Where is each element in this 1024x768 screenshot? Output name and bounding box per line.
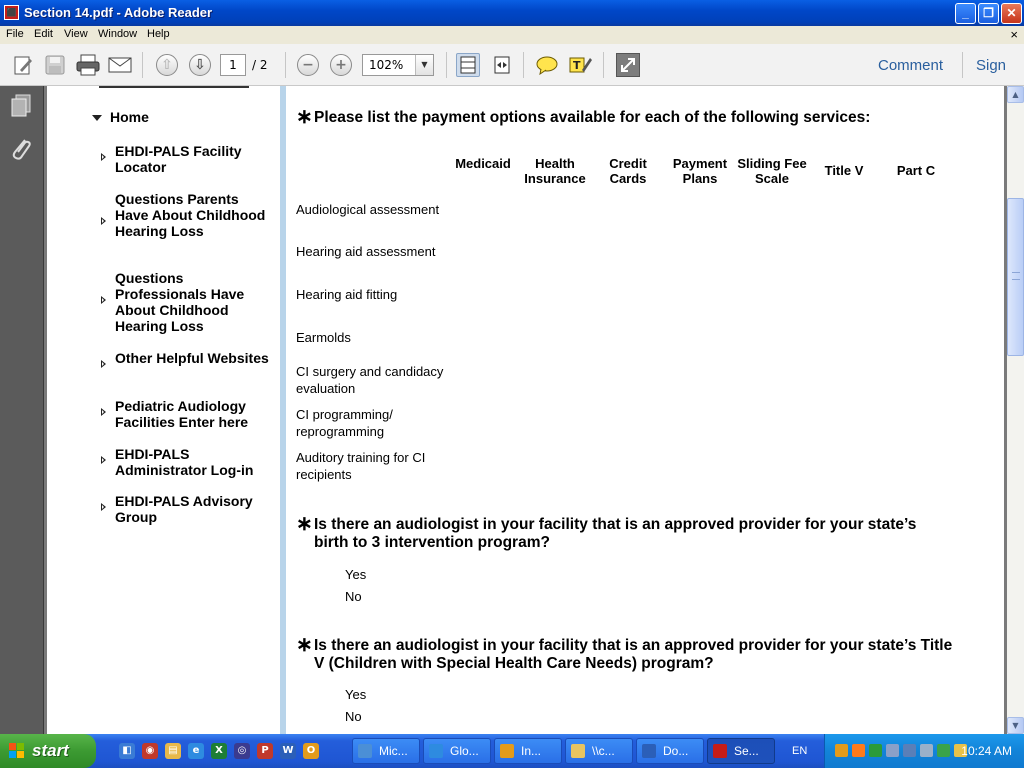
site-navigation (47, 86, 280, 734)
service-row-label: CI programming/ reprogramming (296, 407, 393, 439)
service-row-label: Hearing aid fitting (296, 287, 398, 302)
triangle-down-icon (92, 115, 102, 121)
document-viewer[interactable] (45, 86, 1007, 734)
previous-page-button[interactable]: ⇧ (155, 53, 179, 77)
zoom-select[interactable] (362, 54, 434, 76)
fit-width-icon[interactable] (490, 53, 514, 77)
attachments-icon[interactable] (9, 136, 33, 166)
triangle-right-icon (101, 153, 106, 161)
nav-item-questions-parents[interactable]: Questions Parents Have About Childhood Hearing Loss (115, 191, 275, 239)
cropped-link-underline (99, 86, 249, 88)
create-pdf-icon[interactable] (11, 53, 35, 77)
column-header-credit-cards: Credit Cards (609, 156, 647, 186)
taskbar-button-in[interactable]: In... (494, 738, 562, 764)
window-title: Section 14.pdf - Adobe Reader (24, 5, 213, 20)
nav-item-administrator-login[interactable]: EHDI-PALS Administrator Log-in (115, 446, 275, 478)
svg-text:T: T (573, 59, 581, 72)
triangle-right-icon (101, 456, 106, 464)
internet-explorer-icon (429, 744, 443, 758)
windows-flag-icon (9, 743, 25, 759)
nav-item-advisory-group[interactable]: EHDI-PALS Advisory Group (115, 493, 275, 525)
menu-edit[interactable]: Edit (34, 28, 53, 40)
nav-item-questions-professionals[interactable]: Questions Professionals Have About Childhood Hearing Loss (115, 270, 275, 334)
word-icon[interactable]: W (280, 743, 296, 759)
next-page-button[interactable]: ⇩ (188, 53, 212, 77)
outlook-icon (500, 744, 514, 758)
excel-icon[interactable]: X (211, 743, 227, 759)
taskbar-button-adobe-reader[interactable]: Se... (707, 738, 775, 764)
pdf-app-icon (713, 744, 727, 758)
tray-outlook-icon[interactable] (835, 744, 848, 757)
comment-pane-button[interactable]: Comment (878, 57, 944, 74)
outlook-icon[interactable]: O (303, 743, 319, 759)
tray-network-icon[interactable] (869, 744, 882, 757)
option-no[interactable]: No (345, 589, 362, 604)
internet-explorer-icon[interactable]: e (188, 743, 204, 759)
menu-bar (0, 26, 1024, 44)
triangle-right-icon (101, 503, 106, 511)
taskbar (0, 734, 1024, 768)
nav-item-pediatric-audiology[interactable]: Pediatric Audiology Facilities Enter here (115, 398, 275, 430)
quicklaunch-app-icon[interactable]: ◉ (142, 743, 158, 759)
vertical-scrollbar[interactable] (1007, 86, 1024, 734)
option-yes[interactable]: Yes (345, 567, 367, 582)
close-document-button[interactable]: × (1010, 27, 1018, 42)
service-row-label: CI surgery and candidacy evaluation (296, 364, 444, 396)
minimize-button[interactable]: _ (955, 3, 976, 24)
tray-app-icon[interactable] (886, 744, 899, 757)
column-header-medicaid: Medicaid (455, 156, 511, 171)
column-header-payment-plans: Payment Plans (672, 156, 728, 186)
folder-icon (571, 744, 585, 758)
page-thumbnails-icon[interactable] (8, 92, 34, 122)
triangle-right-icon (101, 360, 106, 368)
print-icon[interactable] (76, 53, 100, 77)
menu-file[interactable]: File (6, 28, 24, 40)
service-row-label: Earmolds (296, 330, 351, 345)
system-tray (824, 734, 1024, 768)
required-asterisk-icon: ∗ (296, 634, 313, 656)
form-content: ∗ Please list the payment options available for each of the following services: Medicaid Health Insurance Credit Cards Payment Plans Sliding Fee Scale Title V Part C Audiological assessment Hearing aid assessment Hearing aid fitting Earmolds CI surgery and candidacy evaluation CI programming/ reprogramming Auditory training for CI recipients ∗ Is there an audiologist in your facility that is an approved provider for your state’s birth to 3 intervention program? Yes No ∗ Is there an audiologist in your facility that is an approved provider for your state’s Title V (Children with Special Health Care Needs) program? Yes No (296, 106, 953, 724)
show-desktop-icon[interactable]: ◧ (119, 743, 135, 759)
page-number-input[interactable]: 1 (220, 54, 246, 76)
email-icon[interactable] (108, 53, 132, 77)
option-no[interactable]: No (345, 709, 362, 724)
clock[interactable]: 10:24 AM (961, 744, 1012, 758)
quicklaunch-app-icon[interactable]: ◎ (234, 743, 250, 759)
fit-page-icon[interactable] (456, 53, 480, 77)
menu-view[interactable]: View (64, 28, 88, 40)
pdf-app-icon: ⬛ (4, 5, 19, 20)
service-row-label: Hearing aid assessment (296, 244, 436, 259)
scroll-down-arrow-icon[interactable]: ▼ (1007, 717, 1024, 734)
close-button[interactable]: ✕ (1001, 3, 1022, 24)
scrollbar-thumb[interactable] (1007, 198, 1024, 356)
language-indicator[interactable]: EN (792, 745, 808, 757)
nav-item-facility-locator[interactable]: EHDI-PALS Facility Locator (115, 143, 275, 175)
zoom-value: 102% (369, 58, 404, 72)
required-asterisk-icon: ∗ (296, 106, 313, 128)
comment-bubble-icon[interactable] (535, 53, 559, 77)
triangle-right-icon (101, 296, 106, 304)
nav-item-other-websites[interactable]: Other Helpful Websites (115, 350, 275, 366)
column-header-health-insurance: Health Insurance (524, 156, 586, 186)
menu-window[interactable]: Window (98, 28, 138, 40)
triangle-right-icon (101, 217, 106, 225)
tray-app-icon[interactable] (852, 744, 865, 757)
taskbar-button-mic[interactable]: Mic... (352, 738, 420, 764)
scroll-up-arrow-icon[interactable]: ▲ (1007, 86, 1024, 103)
lync-icon (358, 744, 372, 758)
column-header-sliding-fee-scale: Sliding Fee Scale (737, 156, 807, 186)
save-icon[interactable] (43, 53, 67, 77)
service-row-label: Auditory training for CI recipients (296, 450, 426, 482)
grip-icon (1012, 272, 1020, 280)
page-total: / 2 (252, 58, 268, 72)
pdf-page (47, 86, 1004, 734)
toolbar (0, 44, 1024, 86)
powerpoint-icon[interactable]: P (257, 743, 273, 759)
zoom-in-button[interactable]: + (329, 53, 353, 77)
expand-icon[interactable] (616, 53, 640, 77)
column-header-part-c: Part C (896, 163, 936, 178)
sign-pane-button[interactable]: Sign (976, 57, 1007, 74)
triangle-right-icon (101, 408, 106, 416)
service-row-label: Audiological assessment (296, 202, 440, 217)
start-button[interactable]: start (0, 734, 96, 768)
required-asterisk-icon: ∗ (296, 513, 313, 535)
tray-app-icon[interactable] (937, 744, 950, 757)
taskbar-button-glo[interactable]: Glo... (423, 738, 491, 764)
word-icon (642, 744, 656, 758)
tray-app-icon[interactable] (903, 744, 916, 757)
zoom-out-button[interactable]: − (296, 53, 320, 77)
taskbar-button-word[interactable]: Do... (636, 738, 704, 764)
option-yes[interactable]: Yes (345, 687, 367, 702)
restore-button[interactable]: ❐ (978, 3, 999, 24)
taskbar-button-folder[interactable]: \\c... (565, 738, 633, 764)
chevron-down-icon[interactable]: ▼ (415, 55, 433, 75)
title-bar (0, 0, 1024, 26)
column-header-title-v: Title V (824, 163, 864, 178)
highlight-text-icon[interactable] (568, 53, 592, 77)
menu-help[interactable]: Help (147, 28, 170, 40)
tray-volume-icon[interactable] (920, 744, 933, 757)
nav-home[interactable]: Home (92, 109, 149, 125)
folder-icon[interactable]: ▤ (165, 743, 181, 759)
navigation-pane (0, 86, 44, 734)
